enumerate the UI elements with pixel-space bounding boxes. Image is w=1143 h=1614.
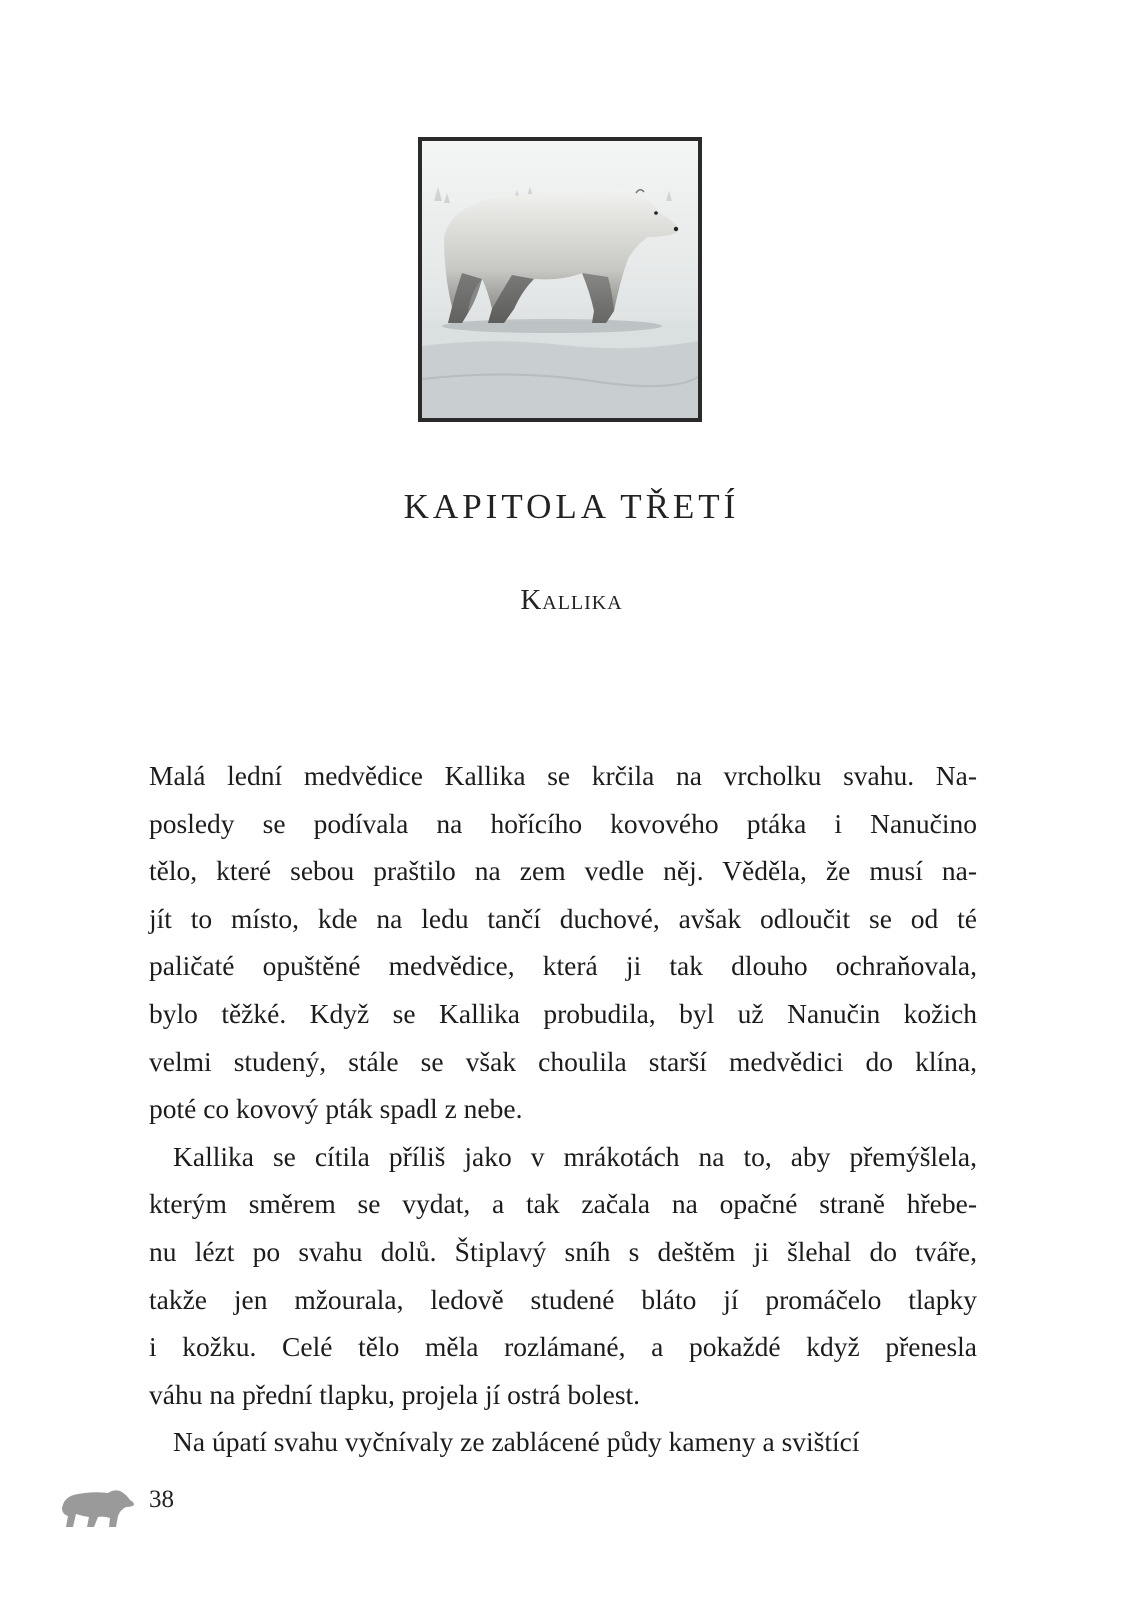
body-line: paličaté opuštěné medvědice, která ji tak dlouho ochraňovala, xyxy=(149,950,977,982)
bear-silhouette-icon xyxy=(60,1486,135,1529)
body-line: nu lézt po svahu dolů. Štiplavý sníh s deštěm ji šlehal do tváře, xyxy=(149,1235,977,1267)
body-line: takže jen mžourala, ledově studené bláto jí promáčelo tlapky xyxy=(149,1283,977,1315)
body-line: i kožku. Celé tělo měla rozlámané, a pokaždé když přenesla xyxy=(149,1331,977,1363)
body-line: poté co kovový pták spadl z nebe. xyxy=(149,1093,523,1125)
body-line: posledy se podívala na hořícího kovového ptáka i Nanučino xyxy=(149,807,977,839)
chapter-illustration xyxy=(418,137,702,422)
body-line: velmi studený, stále se však choulila starší medvědici do klína, xyxy=(149,1045,977,1077)
page-number: 38 xyxy=(149,1486,174,1513)
body-line: Na úpatí svahu vyčnívaly ze zablácené půdy kameny a svištící xyxy=(173,1426,860,1458)
body-line: kterým směrem se vydat, a tak začala na opačné straně hřebe- xyxy=(149,1188,977,1220)
body-line: Kallika se cítila příliš jako v mrákotách na to, aby přemýšlela, xyxy=(173,1140,977,1172)
chapter-heading: KAPITOLA TŘETÍ xyxy=(403,487,740,526)
body-line: bylo těžké. Když se Kallika probudila, byl už Nanučin kožich xyxy=(149,997,977,1029)
body-line: Malá lední medvědice Kallika se krčila na vrcholku svahu. Na- xyxy=(149,760,977,791)
polar-bear-icon xyxy=(422,141,698,418)
body-text xyxy=(149,752,977,1466)
chapter-subtitle: Kallika xyxy=(520,584,623,616)
body-line: váhu na přední tlapku, projela jí ostrá bolest. xyxy=(149,1378,641,1410)
body-line: jít to místo, kde na ledu tančí duchové, avšak odloučit se od té xyxy=(149,902,977,934)
body-line: tělo, které sebou praštilo na zem vedle něj. Věděla, že musí na- xyxy=(149,855,977,887)
